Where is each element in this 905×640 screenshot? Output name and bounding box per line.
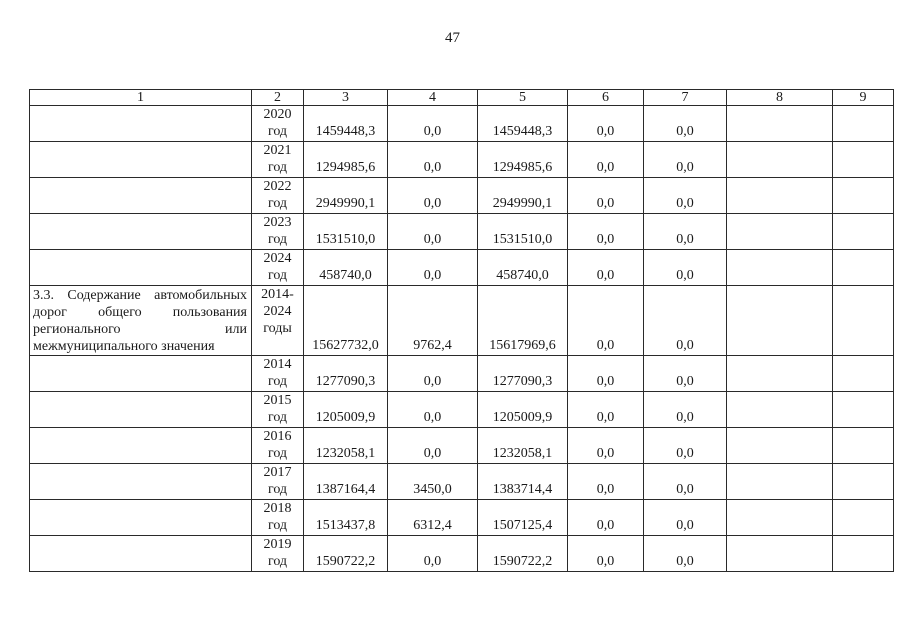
period-cell: [252, 392, 304, 428]
total-cell: 15627732,0: [304, 286, 388, 356]
col4-cell: 0,0: [388, 536, 478, 572]
col8-cell: [727, 464, 833, 500]
total-cell: 1590722,2: [304, 536, 388, 572]
period-unit: год: [267, 160, 288, 175]
total-cell: 1513437,8: [304, 500, 388, 536]
col4-cell: 0,0: [388, 178, 478, 214]
col4-cell: 9762,4: [388, 286, 478, 356]
col5-cell: 15617969,6: [478, 286, 568, 356]
col7-cell: 0,0: [644, 106, 727, 142]
col8-cell: [727, 142, 833, 178]
description-line: дорог общего пользования: [33, 305, 247, 320]
col7-cell: 0,0: [644, 392, 727, 428]
col5-cell: 1232058,1: [478, 428, 568, 464]
col9-cell: [833, 142, 894, 178]
col8-cell: [727, 250, 833, 286]
total-cell: 2949990,1: [304, 178, 388, 214]
period-unit: год: [267, 374, 288, 389]
table-row: [30, 464, 894, 500]
col6-cell: 0,0: [568, 178, 644, 214]
col9-cell: [833, 392, 894, 428]
period-unit: год: [267, 124, 288, 139]
period-year: 2017: [263, 465, 292, 480]
period-unit: год: [267, 446, 288, 461]
period-year: 2023: [263, 215, 292, 230]
column-header: 4: [388, 90, 478, 106]
period-year: 2018: [263, 501, 292, 516]
total-cell: 1232058,1: [304, 428, 388, 464]
table-row: [30, 142, 894, 178]
period-year: 2021: [263, 143, 292, 158]
period-year: 2015: [263, 393, 292, 408]
col5-cell: 1277090,3: [478, 356, 568, 392]
col4-cell: 0,0: [388, 214, 478, 250]
col4-cell: 3450,0: [388, 464, 478, 500]
col5-cell: 1294985,6: [478, 142, 568, 178]
col8-cell: [727, 356, 833, 392]
col5-cell: 1383714,4: [478, 464, 568, 500]
col5-cell: 1590722,2: [478, 536, 568, 572]
table-row: [30, 178, 894, 214]
period-cell: [252, 536, 304, 572]
description-cell: [30, 536, 252, 572]
total-cell: 1205009,9: [304, 392, 388, 428]
col5-cell: 458740,0: [478, 250, 568, 286]
col4-cell: 0,0: [388, 392, 478, 428]
col6-cell: 0,0: [568, 250, 644, 286]
period-cell: [252, 464, 304, 500]
col8-cell: [727, 286, 833, 356]
description-cell: [30, 106, 252, 142]
col4-cell: 0,0: [388, 356, 478, 392]
col4-cell: 0,0: [388, 428, 478, 464]
period-cell: [252, 178, 304, 214]
col6-cell: 0,0: [568, 356, 644, 392]
description-cell: [30, 464, 252, 500]
col6-cell: 0,0: [568, 536, 644, 572]
total-cell: 1277090,3: [304, 356, 388, 392]
table-row: [30, 536, 894, 572]
col9-cell: [833, 356, 894, 392]
col6-cell: 0,0: [568, 106, 644, 142]
total-cell: 1531510,0: [304, 214, 388, 250]
col8-cell: [727, 500, 833, 536]
period-unit: год: [267, 518, 288, 533]
col7-cell: 0,0: [644, 178, 727, 214]
table-row: [30, 500, 894, 536]
header-row: [30, 90, 894, 106]
period-cell: [252, 286, 304, 356]
col5-cell: 1459448,3: [478, 106, 568, 142]
total-cell: 1294985,6: [304, 142, 388, 178]
col7-cell: 0,0: [644, 286, 727, 356]
col6-cell: 0,0: [568, 286, 644, 356]
period-unit: год: [267, 196, 288, 211]
description-cell: [30, 428, 252, 464]
period-year: 2024: [263, 251, 292, 266]
col4-cell: 0,0: [388, 250, 478, 286]
period-cell: [252, 106, 304, 142]
column-header: 9: [833, 90, 894, 106]
table-row: [30, 250, 894, 286]
col4-cell: 6312,4: [388, 500, 478, 536]
col4-cell: 0,0: [388, 106, 478, 142]
column-header: 5: [478, 90, 568, 106]
page-number: 47: [445, 30, 460, 46]
column-header: 3: [304, 90, 388, 106]
column-header: 7: [644, 90, 727, 106]
description-cell: [30, 142, 252, 178]
col5-cell: 1507125,4: [478, 500, 568, 536]
column-header: 6: [568, 90, 644, 106]
table-row: [30, 214, 894, 250]
description-cell: [30, 500, 252, 536]
period-cell: [252, 250, 304, 286]
col7-cell: 0,0: [644, 500, 727, 536]
col5-cell: 1205009,9: [478, 392, 568, 428]
col4-cell: 0,0: [388, 142, 478, 178]
description-cell: [30, 178, 252, 214]
col8-cell: [727, 178, 833, 214]
col6-cell: 0,0: [568, 142, 644, 178]
col7-cell: 0,0: [644, 464, 727, 500]
col8-cell: [727, 214, 833, 250]
section-row: [30, 286, 894, 356]
col9-cell: [833, 536, 894, 572]
table-row: [30, 392, 894, 428]
period-cell: [252, 500, 304, 536]
period-unit: годы: [263, 321, 292, 336]
col7-cell: 0,0: [644, 142, 727, 178]
period-year: 2016: [263, 429, 292, 444]
col6-cell: 0,0: [568, 428, 644, 464]
col7-cell: 0,0: [644, 428, 727, 464]
period-unit: год: [267, 554, 288, 569]
period-unit: год: [267, 410, 288, 425]
col9-cell: [833, 464, 894, 500]
total-cell: 1387164,4: [304, 464, 388, 500]
col8-cell: [727, 536, 833, 572]
period-cell: [252, 142, 304, 178]
col9-cell: [833, 286, 894, 356]
col5-cell: 1531510,0: [478, 214, 568, 250]
col9-cell: [833, 178, 894, 214]
description-line: регионального или: [33, 322, 247, 337]
period-start: 2014-: [261, 287, 294, 302]
period-cell: [252, 428, 304, 464]
column-header: 2: [252, 90, 304, 106]
table-row: [30, 428, 894, 464]
section-description: [30, 286, 252, 356]
col6-cell: 0,0: [568, 464, 644, 500]
col7-cell: 0,0: [644, 214, 727, 250]
col9-cell: [833, 250, 894, 286]
description-cell: [30, 250, 252, 286]
total-cell: 458740,0: [304, 250, 388, 286]
budget-table: [29, 89, 894, 572]
table-row: [30, 356, 894, 392]
table-row: [30, 106, 894, 142]
total-cell: 1459448,3: [304, 106, 388, 142]
period-unit: год: [267, 232, 288, 247]
period-year: 2014: [263, 357, 292, 372]
period-cell: [252, 214, 304, 250]
column-header: 8: [727, 90, 833, 106]
col7-cell: 0,0: [644, 250, 727, 286]
description-cell: [30, 214, 252, 250]
period-end: 2024: [263, 304, 292, 319]
col8-cell: [727, 428, 833, 464]
period-cell: [252, 356, 304, 392]
col5-cell: 2949990,1: [478, 178, 568, 214]
period-year: 2022: [263, 179, 292, 194]
col8-cell: [727, 106, 833, 142]
col9-cell: [833, 106, 894, 142]
col6-cell: 0,0: [568, 214, 644, 250]
description-line: межмуниципального значения: [33, 339, 215, 354]
period-year: 2020: [263, 107, 292, 122]
col9-cell: [833, 428, 894, 464]
period-unit: год: [267, 482, 288, 497]
col6-cell: 0,0: [568, 500, 644, 536]
col8-cell: [727, 392, 833, 428]
col9-cell: [833, 500, 894, 536]
description-cell: [30, 356, 252, 392]
period-unit: год: [267, 268, 288, 283]
column-header: 1: [30, 90, 252, 106]
period-year: 2019: [263, 537, 292, 552]
description-cell: [30, 392, 252, 428]
col9-cell: [833, 214, 894, 250]
col7-cell: 0,0: [644, 536, 727, 572]
col6-cell: 0,0: [568, 392, 644, 428]
col7-cell: 0,0: [644, 356, 727, 392]
description-line: 3.3. Содержание автомобильных: [33, 288, 247, 303]
